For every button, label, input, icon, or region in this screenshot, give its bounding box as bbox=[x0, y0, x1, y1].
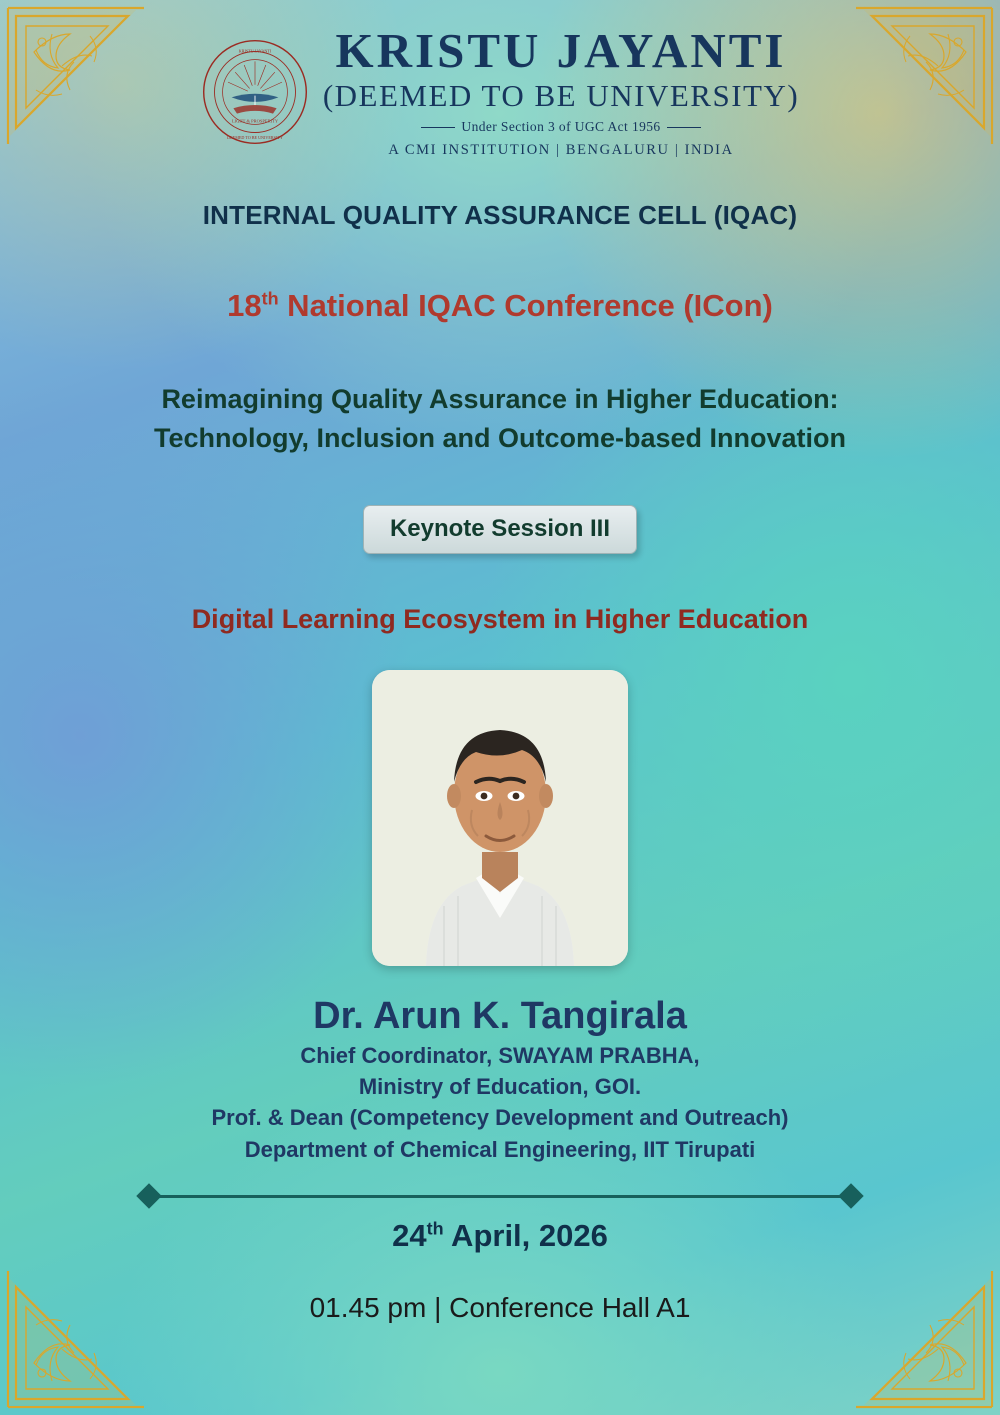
affiliation-line-1: Chief Coordinator, SWAYAM PRABHA, bbox=[300, 1043, 700, 1068]
event-date-suffix: th bbox=[426, 1218, 444, 1239]
event-date bbox=[0, 1218, 1000, 1254]
conference-ordinal-number: 18 bbox=[227, 288, 262, 323]
corner-ornament-bottom-right bbox=[846, 1261, 996, 1411]
speaker-portrait-photo bbox=[372, 670, 628, 966]
keynote-badge-wrap bbox=[0, 505, 1000, 554]
iqac-title: INTERNAL QUALITY ASSURANCE CELL (IQAC) bbox=[202, 200, 798, 230]
university-tagline: A CMI INSTITUTION | BENGALURU | INDIA bbox=[388, 141, 734, 158]
corner-ornament-bottom-left bbox=[4, 1261, 154, 1411]
gold-filigree-corner-icon bbox=[4, 1261, 154, 1411]
gold-filigree-corner-icon bbox=[846, 1261, 996, 1411]
svg-text:DEEMED TO BE UNIVERSITY: DEEMED TO BE UNIVERSITY bbox=[227, 135, 283, 141]
affiliation-line-3: Prof. & Dean (Competency Development and Outreach) bbox=[211, 1105, 789, 1131]
university-accreditation: Under Section 3 of UGC Act 1956 bbox=[455, 119, 666, 135]
theme-line-1: Reimagining Quality Assurance in Higher Education: bbox=[161, 384, 839, 414]
status-badge: Keynote Session III bbox=[363, 505, 637, 554]
speaker-affiliation bbox=[0, 1040, 1000, 1165]
conference-ordinal-suffix: th bbox=[261, 288, 279, 309]
svg-text:KRISTU JAYANTI: KRISTU JAYANTI bbox=[238, 48, 272, 54]
university-wordmark bbox=[322, 23, 800, 159]
diamond-right-icon bbox=[838, 1183, 863, 1208]
affiliation-line-2: Ministry of Education, GOI. bbox=[358, 1074, 642, 1100]
event-date-day: 24 bbox=[392, 1218, 427, 1253]
university-name-line1: KRISTU JAYANTI bbox=[335, 23, 787, 78]
talk-title: Digital Learning Ecosystem in Higher Education bbox=[191, 604, 809, 634]
divider-bar bbox=[158, 1195, 842, 1198]
event-date-rest: April, 2026 bbox=[443, 1218, 608, 1253]
conference-theme bbox=[0, 380, 1000, 458]
svg-text:LIGHT & PROSPERITY: LIGHT & PROSPERITY bbox=[231, 118, 278, 124]
event-time-venue: 01.45 pm | Conference Hall A1 bbox=[309, 1292, 691, 1323]
university-name-line2: (DEEMED TO BE UNIVERSITY) bbox=[322, 78, 800, 113]
diamond-left-icon bbox=[136, 1183, 161, 1208]
affiliation-line-4: Department of Chemical Engineering, IIT Tirupati bbox=[244, 1136, 756, 1162]
conference-name-text: National IQAC Conference (ICon) bbox=[278, 288, 773, 323]
section-divider bbox=[140, 1186, 860, 1206]
conference-name bbox=[0, 288, 1000, 324]
university-logo-header bbox=[0, 23, 1000, 159]
university-seal-icon bbox=[201, 38, 309, 146]
theme-line-2: Technology, Inclusion and Outcome-based Innovation bbox=[153, 423, 847, 454]
speaker-name: Dr. Arun K. Tangirala bbox=[313, 995, 687, 1037]
